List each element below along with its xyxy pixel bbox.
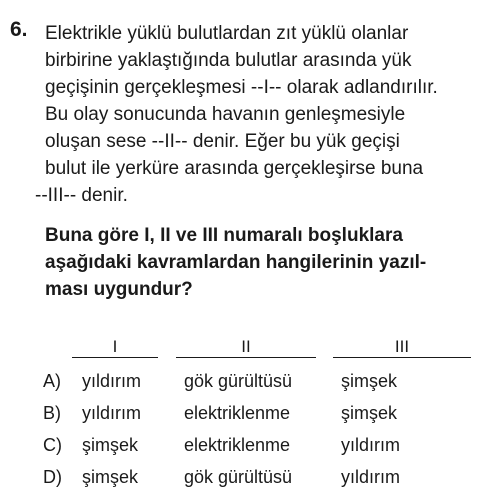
option-value-2: elektriklenme — [184, 403, 291, 423]
stem-line: --III-- denir. — [35, 185, 128, 206]
column-rule-2 — [176, 357, 316, 358]
stem-line: oluşan sese --II-- denir. Eğer bu yük geçişi — [45, 131, 400, 152]
option-letter: C) — [43, 435, 62, 455]
option-value-3: şimşek — [341, 403, 398, 423]
column-rule-1 — [72, 357, 158, 358]
option-value-2: gök gürültüsü — [184, 371, 293, 391]
option-value-1: yıldırım — [82, 371, 142, 391]
column-header-1: I — [112, 337, 118, 356]
option-value-2: gök gürültüsü — [184, 467, 293, 487]
question-prompt — [45, 222, 485, 303]
stem-line: bulut ile yerküre arasında gerçekleşirse buna — [45, 158, 424, 179]
option-value-2: elektriklenme — [184, 435, 291, 455]
column-rule-3 — [333, 357, 471, 358]
option-value-3: yıldırım — [341, 467, 401, 487]
option-value-3: şimşek — [341, 371, 398, 391]
option-value-1: şimşek — [82, 435, 139, 455]
option-value-3: yıldırım — [341, 435, 401, 455]
option-c[interactable] — [0, 435, 493, 465]
column-header-3: III — [394, 337, 410, 356]
option-value-1: yıldırım — [82, 403, 142, 423]
stem-line: Bu olay sonucunda havanın genleşmesiyle — [45, 104, 406, 125]
option-letter: D) — [43, 467, 62, 487]
prompt-line: Buna göre I, II ve III numaralı boşluklara — [45, 225, 403, 246]
stem-line: geçişinin gerçekleşmesi --I-- olarak adlandırılır. — [45, 77, 438, 98]
option-value-1: şimşek — [82, 467, 139, 487]
option-a[interactable] — [0, 371, 493, 401]
prompt-line: aşağıdaki kavramlardan hangilerinin yazıl- — [45, 252, 427, 273]
option-letter: B) — [43, 403, 61, 423]
stem-line: Elektrikle yüklü bulutlardan zıt yüklü olanlar — [45, 23, 409, 44]
question-number: 6. — [10, 18, 28, 41]
option-b[interactable] — [0, 403, 493, 433]
column-header-2: II — [241, 337, 251, 356]
stem-line: birbirine yaklaştığında bulutlar arasında yük — [45, 50, 412, 71]
option-letter: A) — [43, 371, 61, 391]
question-stem — [35, 20, 485, 209]
prompt-line: ması uygundur? — [45, 279, 193, 300]
option-d[interactable] — [0, 467, 493, 497]
